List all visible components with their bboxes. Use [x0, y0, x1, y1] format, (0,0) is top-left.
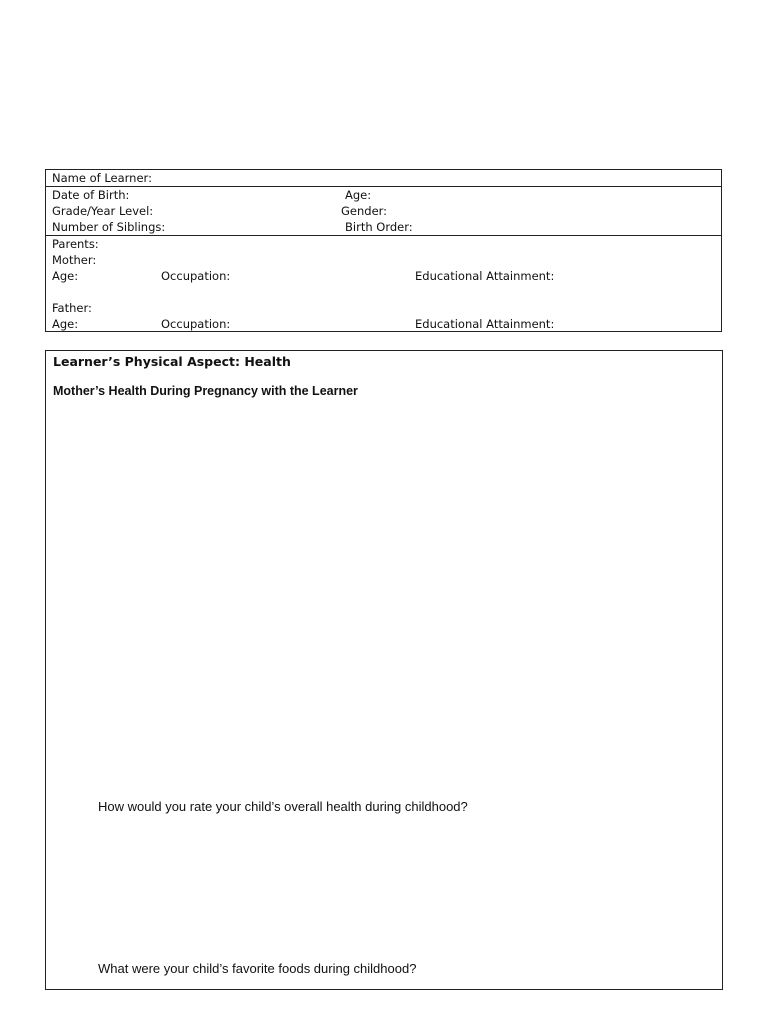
mother-details-row: [46, 268, 721, 284]
pregnancy-health-subtitle: Mother’s Health During Pregnancy with the Learner: [53, 384, 358, 398]
siblings-row: [46, 219, 721, 235]
mother-label: Mother:: [52, 253, 97, 267]
health-section-title: Learner’s Physical Aspect: Health: [53, 354, 291, 369]
father-row: [46, 300, 721, 316]
learner-info-table: [45, 169, 722, 332]
mother-row: [46, 252, 721, 268]
health-section: [45, 350, 723, 990]
parents-label: Parents:: [52, 237, 99, 251]
mother-occupation-label: Occupation:: [161, 269, 231, 283]
mother-educational-attainment-label: Educational Attainment:: [415, 269, 555, 283]
mother-age-label: Age:: [52, 269, 79, 283]
name-of-learner-label: Name of Learner:: [52, 171, 152, 185]
gender-label: Gender:: [341, 204, 388, 218]
father-details-row: [46, 316, 721, 332]
parents-row: [46, 236, 721, 252]
grade-row: [46, 203, 721, 219]
birth-order-label: Birth Order:: [345, 220, 413, 234]
father-occupation-label: Occupation:: [161, 317, 231, 331]
overall-health-question: How would you rate your child’s overall health during childhood?: [98, 799, 468, 814]
father-age-label: Age:: [52, 317, 79, 331]
favorite-foods-question: What were your child’s favorite foods during childhood?: [98, 961, 417, 976]
date-of-birth-label: Date of Birth:: [52, 188, 130, 202]
age-label: Age:: [345, 188, 372, 202]
grade-year-level-label: Grade/Year Level:: [52, 204, 154, 218]
dob-row: [46, 187, 721, 203]
father-educational-attainment-label: Educational Attainment:: [415, 317, 555, 331]
father-label: Father:: [52, 301, 92, 315]
number-of-siblings-label: Number of Siblings:: [52, 220, 166, 234]
name-row: [46, 170, 721, 186]
